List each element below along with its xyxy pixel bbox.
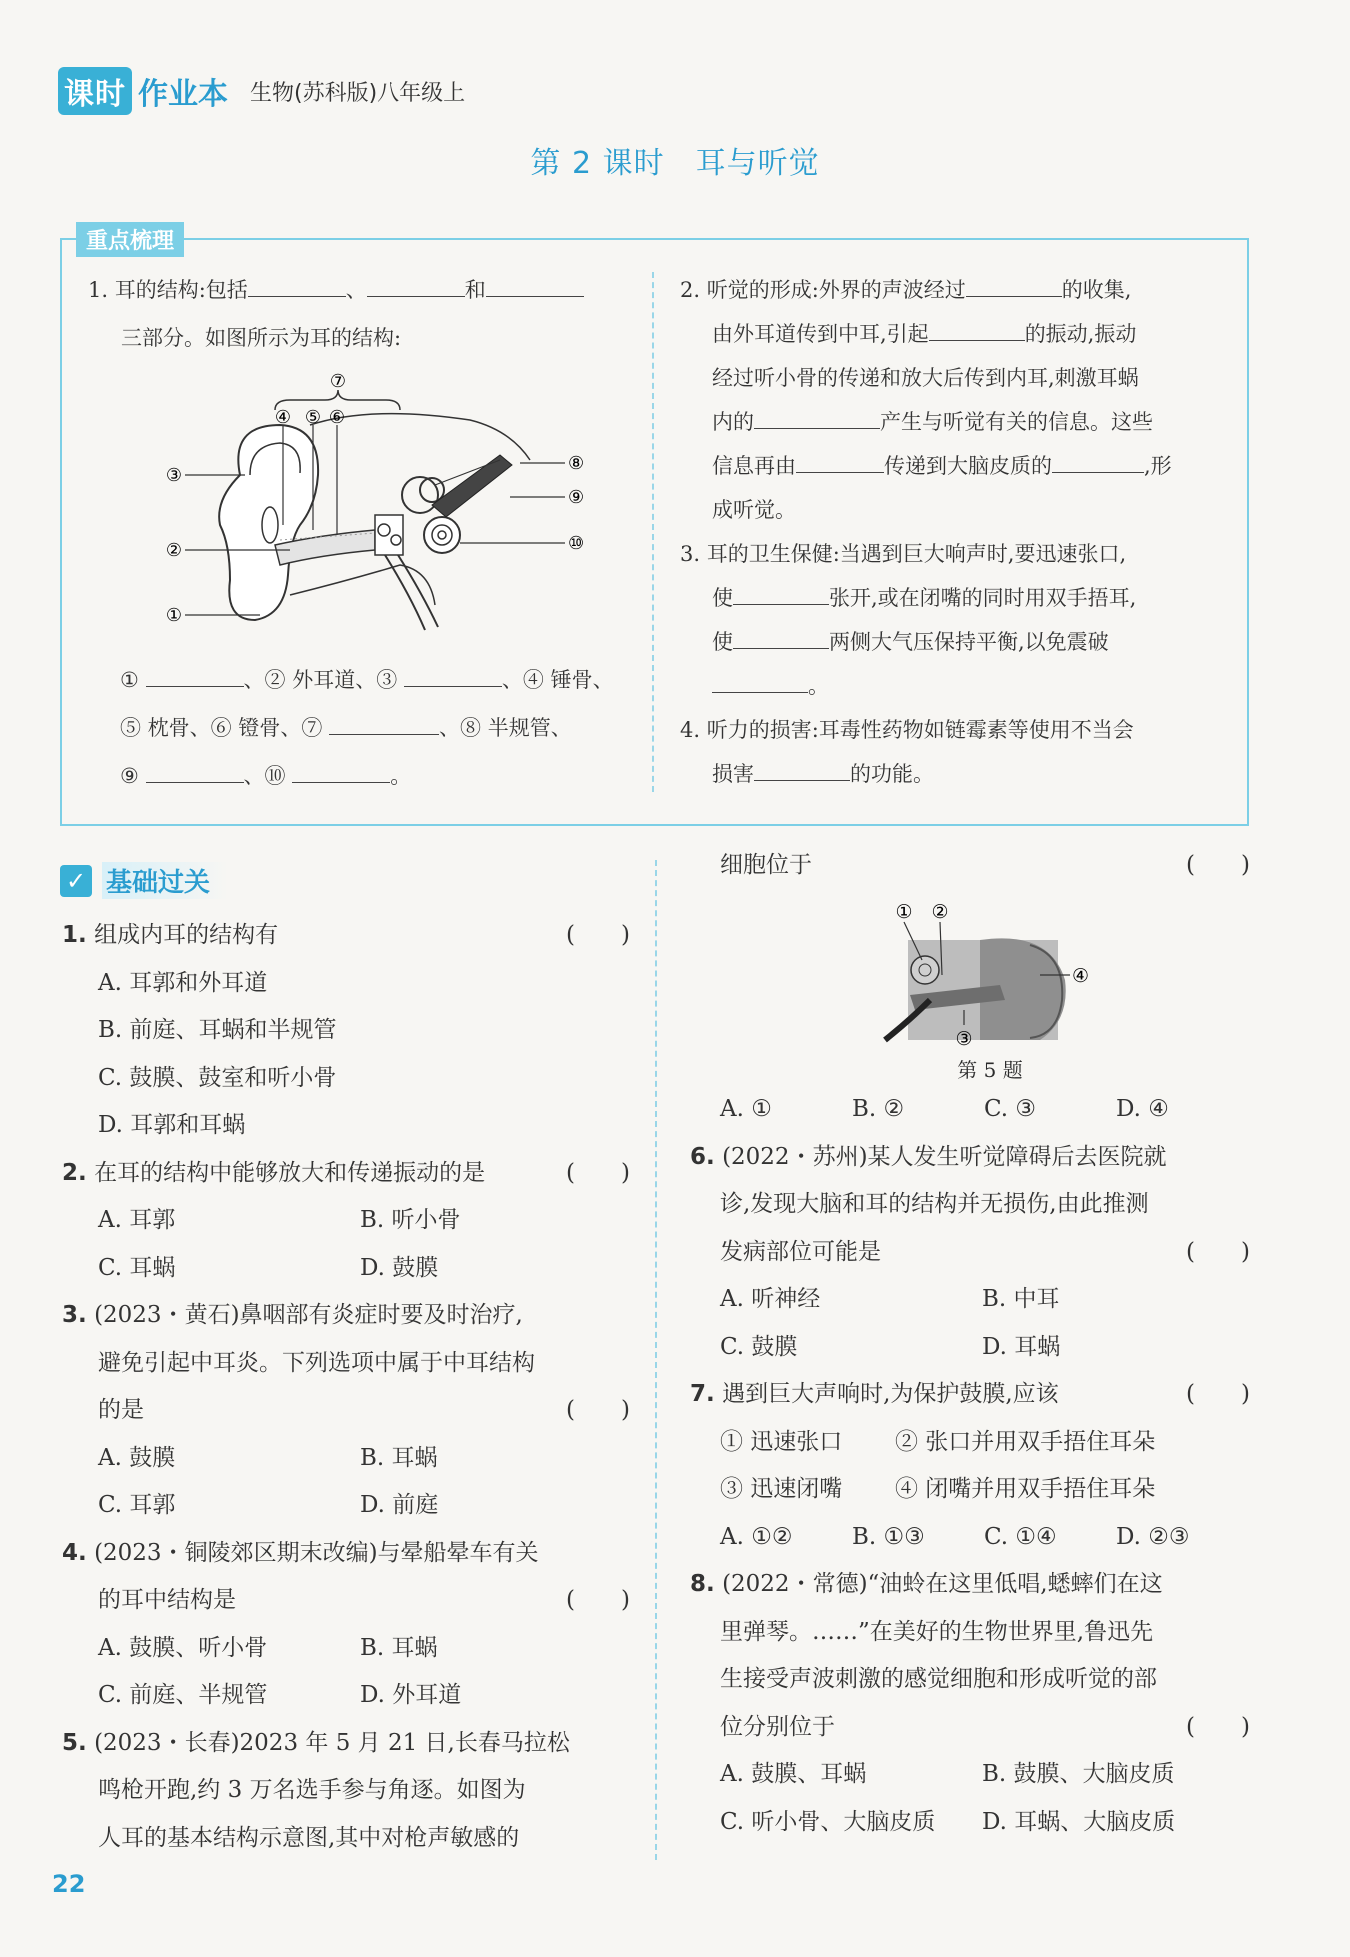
- subject-label: 生物(苏科版)八年级上: [250, 80, 466, 106]
- option[interactable]: A. ①: [720, 1096, 772, 1122]
- option[interactable]: A. 鼓膜: [98, 1444, 176, 1471]
- fig5-label-1: ①: [895, 901, 913, 923]
- question-stem: 发病部位可能是: [720, 1238, 881, 1265]
- kp-item-4: 4. 听力的损害:耳毒性药物如链霉素等使用不当会: [680, 718, 1134, 742]
- kp-text: 由外耳道传到中耳,引起: [712, 322, 929, 346]
- kp-left-text: [88, 268, 633, 360]
- option[interactable]: C. ③: [984, 1096, 1037, 1122]
- question-number: 8.: [690, 1571, 715, 1597]
- question-stem: 避免引起中耳炎。下列选项中属于中耳结构: [98, 1349, 535, 1376]
- checkbox-icon: ✓: [60, 865, 92, 897]
- key-points-tab: 重点梳理: [76, 222, 184, 257]
- option[interactable]: B. 前庭、耳蜗和半规管: [98, 1017, 337, 1043]
- kp-text: 的收集,: [1061, 278, 1132, 302]
- column-divider: [655, 860, 657, 1860]
- option[interactable]: B. 听小骨: [360, 1207, 461, 1233]
- questions-left: [62, 912, 630, 1862]
- fill-text: ①: [120, 668, 139, 692]
- option[interactable]: D. 耳蜗: [982, 1333, 1061, 1360]
- question-stem: 位分别位于: [720, 1713, 835, 1740]
- option[interactable]: B. ②: [852, 1096, 905, 1122]
- page-header: [58, 68, 465, 114]
- fig-label-9: ⑨: [568, 487, 585, 508]
- fill-text: 、⑧ 半规管、: [439, 716, 572, 740]
- questions-right: [690, 842, 1250, 890]
- question-stem: 的是: [98, 1397, 144, 1423]
- kp-text: 。: [808, 674, 829, 698]
- question-stem: (2023・黄石)鼻咽部有炎症时要及时治疗,: [94, 1302, 523, 1328]
- question-stem: 细胞位于: [720, 852, 812, 878]
- question-stem: 生接受声波刺激的感觉细胞和形成听觉的部: [720, 1666, 1157, 1692]
- answer-paren[interactable]: ( ): [566, 922, 630, 948]
- fig-label-8: ⑧: [568, 453, 585, 474]
- statement: ② 张口并用双手捂住耳朵: [895, 1428, 1156, 1455]
- fill-text: 、⑩: [243, 764, 286, 788]
- fill-text: 、④ 锤骨、: [501, 668, 614, 692]
- question-stem: 遇到巨大声响时,为保护鼓膜,应该: [722, 1381, 1059, 1407]
- option[interactable]: D. 外耳道: [360, 1682, 462, 1708]
- fig-label-10: ⑩: [568, 533, 585, 554]
- kp-text: 内的: [712, 410, 754, 434]
- question-stem: 鸣枪开跑,约 3 万名选手参与角逐。如图为: [98, 1777, 526, 1803]
- ear-diagram-q5: [880, 900, 1100, 1070]
- blank[interactable]: [486, 272, 584, 297]
- kp-text: 使: [712, 586, 733, 610]
- kp-text: 成听觉。: [712, 498, 796, 522]
- fill-text: 、② 外耳道、③: [243, 668, 398, 692]
- question-stem: 组成内耳的结构有: [94, 922, 279, 948]
- answer-paren[interactable]: ( ): [566, 1397, 630, 1423]
- option[interactable]: D. 鼓膜: [360, 1254, 439, 1281]
- option[interactable]: A. 鼓膜、耳蜗: [720, 1761, 867, 1787]
- fig5-label-3: ③: [955, 1028, 973, 1050]
- blank[interactable]: [248, 272, 346, 297]
- logo-box: 课时: [58, 67, 132, 115]
- fig-label-6: ⑥: [328, 407, 346, 428]
- question-stem: 诊,发现大脑和耳的结构并无损伤,由此推测: [720, 1191, 1149, 1217]
- question-stem: 在耳的结构中能够放大和传递振动的是: [94, 1159, 486, 1186]
- blank[interactable]: [754, 404, 880, 429]
- fig-label-4: ④: [274, 407, 292, 428]
- section-label: 基础过关: [102, 862, 228, 899]
- answer-paren[interactable]: ( ): [1186, 1238, 1250, 1265]
- option[interactable]: D. ④: [1116, 1096, 1169, 1122]
- statement: ① 迅速张口: [720, 1428, 843, 1455]
- answer-paren[interactable]: ( ): [566, 1159, 630, 1186]
- question-number: 1.: [62, 922, 87, 948]
- fig-label-5: ⑤: [304, 407, 322, 428]
- fill-text: ⑤ 枕骨、⑥ 镫骨、⑦: [120, 716, 323, 740]
- option[interactable]: D. 耳蜗、大脑皮质: [982, 1808, 1176, 1835]
- figure-caption: 第 5 题: [957, 1058, 1023, 1082]
- option[interactable]: A. 耳郭: [98, 1207, 176, 1233]
- brand-logo: [58, 67, 228, 115]
- page-number: 22: [52, 1870, 86, 1898]
- option[interactable]: C. 鼓膜、鼓室和听小骨: [98, 1064, 337, 1091]
- question-number: 4.: [62, 1539, 87, 1566]
- column-divider: [652, 272, 654, 792]
- question-stem: 人耳的基本结构示意图,其中对枪声敏感的: [98, 1824, 520, 1851]
- fig5-label-2: ②: [931, 901, 949, 923]
- kp-text: 损害: [712, 762, 754, 786]
- blank[interactable]: [796, 448, 884, 473]
- question-stem: 的耳中结构是: [98, 1587, 236, 1613]
- kp-text: 传递到大脑皮质的: [884, 454, 1052, 478]
- statement: ④ 闭嘴并用双手捂住耳朵: [895, 1476, 1156, 1502]
- blank[interactable]: [733, 580, 829, 605]
- fig-label-1: ①: [165, 605, 182, 626]
- question-number: 6.: [690, 1143, 715, 1170]
- option[interactable]: A. 耳郭和外耳道: [98, 969, 268, 996]
- kp-text: 产生与听觉有关的信息。这些: [880, 410, 1153, 434]
- option[interactable]: C. 听小骨、大脑皮质: [720, 1808, 936, 1835]
- kp-item-1: 1. 耳的结构:包括: [88, 278, 248, 302]
- option[interactable]: D. 前庭: [360, 1492, 439, 1518]
- option[interactable]: C. 前庭、半规管: [98, 1682, 268, 1708]
- logo-text: 作业本: [138, 77, 228, 112]
- fig-label-2: ②: [165, 540, 182, 561]
- answer-paren[interactable]: ( ): [1186, 852, 1250, 878]
- option[interactable]: B. ①③: [852, 1523, 925, 1550]
- kp-text: 张开,或在闭嘴的同时用双手捂耳,: [829, 586, 1137, 610]
- blank[interactable]: [404, 662, 502, 687]
- fig5-label-4: ④: [1072, 965, 1090, 987]
- option[interactable]: B. 中耳: [982, 1286, 1060, 1312]
- question-stem: (2022・苏州)某人发生听觉障碍后去医院就: [722, 1143, 1167, 1170]
- question-stem: (2022・常德)“油蛉在这里低唱,蟋蟀们在这: [722, 1571, 1163, 1597]
- answer-paren[interactable]: ( ): [566, 1587, 630, 1613]
- question-number: 3.: [62, 1302, 87, 1328]
- basic-practice-header: [60, 862, 228, 899]
- answer-paren[interactable]: ( ): [1186, 1381, 1250, 1407]
- option[interactable]: A. 听神经: [720, 1286, 821, 1312]
- question-stem: (2023・长春)2023 年 5 月 21 日,长春马拉松: [94, 1729, 570, 1756]
- fig-label-7: ⑦: [329, 371, 347, 392]
- kp-text: 两侧大气压保持平衡,以免震破: [829, 630, 1109, 654]
- kp-right-text: [680, 268, 1230, 796]
- blank[interactable]: [367, 272, 465, 297]
- question-number: 7.: [690, 1381, 715, 1407]
- kp-text: 使: [712, 630, 733, 654]
- lesson-title: 第 2 课时 耳与听觉: [530, 146, 820, 181]
- option[interactable]: C. 耳郭: [98, 1492, 176, 1518]
- question-stem: (2023・铜陵郊区期末改编)与晕船晕车有关: [94, 1539, 539, 1566]
- option[interactable]: D. ②③: [1116, 1523, 1190, 1550]
- blank[interactable]: [712, 668, 808, 693]
- kp-text: 的振动,振动: [1024, 322, 1137, 346]
- option[interactable]: B. 耳蜗: [360, 1634, 438, 1661]
- blank[interactable]: [733, 624, 829, 649]
- fill-text: ⑨: [120, 764, 139, 788]
- question-number: 2.: [62, 1159, 87, 1186]
- option[interactable]: C. 鼓膜: [720, 1333, 798, 1360]
- question-stem: 里弹琴。……”在美好的生物世界里,鲁迅先: [720, 1618, 1154, 1645]
- question-number: 5.: [62, 1729, 87, 1756]
- kp-fill-lines: [120, 656, 640, 800]
- option[interactable]: C. 耳蜗: [98, 1254, 176, 1281]
- option[interactable]: B. 耳蜗: [360, 1444, 438, 1471]
- ear-structure-diagram: [165, 365, 590, 635]
- kp-item-3: 3. 耳的卫生保健:当遇到巨大响声时,要迅速张口,: [680, 542, 1127, 566]
- blank[interactable]: [292, 758, 390, 783]
- fill-text: 。: [390, 764, 412, 788]
- blank[interactable]: [1052, 448, 1144, 473]
- blank[interactable]: [146, 662, 244, 687]
- blank[interactable]: [146, 758, 244, 783]
- kp-item-2: 2. 听觉的形成:外界的声波经过: [680, 278, 966, 302]
- blank[interactable]: [329, 710, 439, 735]
- blank[interactable]: [966, 272, 1062, 297]
- blank[interactable]: [929, 316, 1025, 341]
- option[interactable]: B. 鼓膜、大脑皮质: [982, 1761, 1175, 1787]
- answer-paren[interactable]: ( ): [1186, 1713, 1250, 1740]
- option[interactable]: C. ①④: [984, 1523, 1057, 1550]
- kp-text: 经过听小骨的传递和放大后传到内耳,刺激耳蜗: [712, 366, 1139, 390]
- option[interactable]: A. 鼓膜、听小骨: [98, 1634, 268, 1661]
- kp-text: 的功能。: [850, 762, 934, 786]
- sep: 、: [345, 278, 367, 302]
- sep: 和: [464, 278, 486, 302]
- kp-text: ,形: [1144, 454, 1172, 478]
- statement: ③ 迅速闭嘴: [720, 1476, 843, 1502]
- option[interactable]: A. ①②: [720, 1523, 793, 1550]
- kp-text: 信息再由: [712, 454, 796, 478]
- blank[interactable]: [754, 756, 850, 781]
- questions-right-cont: [690, 1086, 1250, 1846]
- option[interactable]: D. 耳郭和耳蜗: [98, 1112, 246, 1138]
- kp-item-1-cont: 三部分。如图所示为耳的结构:: [121, 326, 402, 350]
- fig-label-3: ③: [165, 465, 182, 486]
